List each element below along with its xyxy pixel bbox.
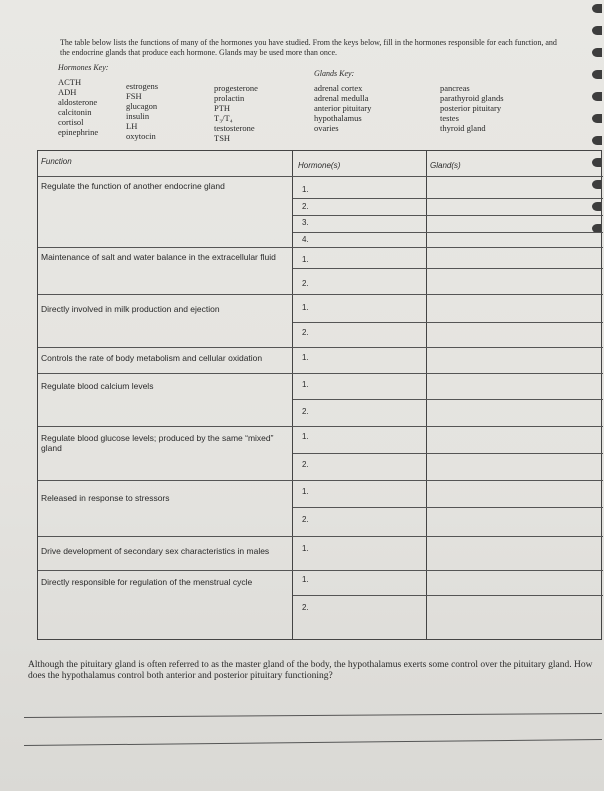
hormone-blank-number: 2. [302, 328, 309, 337]
hormone-blank-number: 1. [302, 303, 309, 312]
gland-key-item: hypothalamus [314, 113, 362, 123]
hormone-blank-number: 3. [302, 218, 309, 227]
row-divider [38, 426, 603, 427]
hormones-key-title: Hormones Key: [58, 63, 109, 72]
row-divider [293, 268, 603, 269]
function-row-metabolism: Controls the rate of body metabolism and cellular oxidation [41, 353, 263, 363]
hormone-key-item: insulin [126, 111, 150, 121]
hormone-blank-number: 1. [302, 255, 309, 264]
row-divider [38, 247, 603, 248]
hormone-key-item: epinephrine [58, 127, 99, 137]
function-column-header: Function [41, 157, 72, 166]
hormone-blank-number: 2. [302, 279, 309, 288]
hormone-key-item: oxytocin [126, 131, 156, 141]
gland-key-item: testes [440, 113, 459, 123]
gland-key-item: anterior pituitary [314, 103, 372, 113]
row-divider [38, 480, 603, 481]
row-divider [38, 294, 603, 295]
hormone-blank-number: 2. [302, 603, 309, 612]
hormone-key-item: calcitonin [58, 107, 92, 117]
hormone-blank-number: 1. [302, 432, 309, 441]
row-divider [293, 399, 603, 400]
gland-key-item: thyroid gland [440, 123, 486, 133]
gland-key-item: ovaries [314, 123, 339, 133]
gland-key-item: parathyroid glands [440, 93, 504, 103]
function-row-endocrine-regulation: Regulate the function of another endocrine gland [41, 181, 225, 191]
function-row-salt-water: Maintenance of salt and water balance in the extracellular fluid [41, 252, 276, 262]
row-divider [293, 232, 603, 233]
hormone-blank-number: 1. [302, 380, 309, 389]
hormone-key-item: LH [126, 121, 138, 131]
hormones-key-column-3 [214, 83, 258, 143]
row-divider [293, 198, 603, 199]
gland-key-item: adrenal medulla [314, 93, 369, 103]
hormone-blank-number: 1. [302, 487, 309, 496]
function-row-glucose: Regulate blood glucose levels; produced by the same “mixed” gland [41, 433, 274, 453]
hormone-key-item: estrogens [126, 81, 159, 91]
row-divider [293, 507, 603, 508]
hormone-blank-number: 1. [302, 544, 309, 553]
hormone-blank-number: 2. [302, 407, 309, 416]
hormones-key-column-2 [126, 81, 158, 141]
gland-column-header: Gland(s) [430, 161, 461, 170]
glands-key-column-2 [440, 83, 504, 133]
hormone-blank-number: 1. [302, 575, 309, 584]
column-divider [292, 151, 293, 639]
row-divider [38, 176, 603, 177]
keys-section [56, 63, 556, 148]
hormone-blank-number: 2. [302, 460, 309, 469]
hormone-blank-number: 4. [302, 235, 309, 244]
hypothalamus-question: Although the pituitary gland is often referred to as the master gland of the body, the hypothalamus exerts some control over the pituitary gland. How does the hypothalamus control both anterior and posterior pituitary functioning? [28, 660, 593, 681]
column-divider [426, 151, 427, 639]
row-divider [38, 347, 603, 348]
hormone-blank-number: 2. [302, 515, 309, 524]
hormone-key-item: T₃/T₄ [214, 113, 233, 123]
hormone-blank-number: 2. [302, 202, 309, 211]
glands-key-title: Glands Key: [314, 69, 355, 78]
row-divider [293, 215, 603, 216]
row-divider [293, 322, 603, 323]
row-divider [38, 373, 603, 374]
hormone-key-item: ADH [58, 87, 77, 97]
hormone-blank-number: 1. [302, 353, 309, 362]
row-divider [293, 453, 603, 454]
hormone-key-item: cortisol [58, 117, 84, 127]
hormone-key-item: TSH [214, 133, 231, 143]
glands-key-column-1 [314, 83, 371, 133]
hormone-key-item: aldosterone [58, 97, 98, 107]
function-row-calcium: Regulate blood calcium levels [41, 381, 154, 391]
row-divider [38, 570, 603, 571]
hormone-key-item: PTH [214, 103, 231, 113]
hormone-blank-number: 1. [302, 185, 309, 194]
function-row-male-sex: Drive development of secondary sex characteristics in males [41, 546, 270, 556]
hormones-key-column-1 [58, 77, 98, 137]
hormone-key-item: glucagon [126, 101, 158, 111]
gland-key-item: pancreas [440, 83, 470, 93]
hormone-function-table [37, 150, 602, 640]
hormone-key-item: FSH [126, 91, 142, 101]
hormones-column-header: Hormone(s) [298, 161, 341, 170]
answer-line [24, 713, 602, 718]
instructions-text: The table below lists the functions of many of the hormones you have studied. From the keys below, fill in the hormones responsible for each function, and the endocrine glands that produce each hormone. Glands may be used more than once. [60, 38, 557, 57]
hormone-key-item: progesterone [214, 83, 258, 93]
function-row-milk: Directly involved in milk production and ejection [41, 304, 220, 314]
function-row-stress: Released in response to stressors [41, 493, 170, 503]
gland-key-item: posterior pituitary [440, 103, 502, 113]
gland-key-item: adrenal cortex [314, 83, 363, 93]
hormone-key-item: ACTH [58, 77, 82, 87]
answer-line [24, 739, 602, 746]
row-divider [38, 536, 603, 537]
hormone-key-item: testosterone [214, 123, 255, 133]
row-divider [293, 595, 603, 596]
hormone-key-item: prolactin [214, 93, 245, 103]
function-row-menstrual: Directly responsible for regulation of the menstrual cycle [41, 577, 253, 587]
